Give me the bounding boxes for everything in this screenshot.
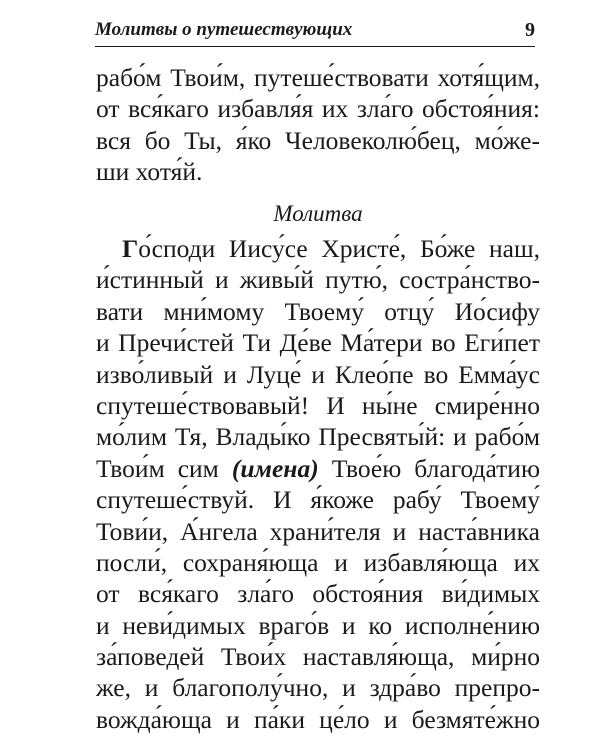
text-line: и Пречи́стей Ти Де́ве Ма́тери во Еги́пет <box>96 328 540 358</box>
names-line-post: Твое́ю благода́тию <box>318 453 540 483</box>
text-line: и́стинный и живы́й путю́, состра́нство- <box>96 265 540 295</box>
top-paragraph <box>96 62 540 188</box>
text-line: и неви́димых враго́в и ко исполне́нию <box>96 610 540 640</box>
prayer-body <box>96 233 540 735</box>
first-line <box>96 233 540 264</box>
first-line-text: о́споди Иису́се Христе́, Бо́же наш, <box>138 234 540 263</box>
text-line: мо́лим Тя, Влады́ко Пресвяты́й: и рабо́м <box>96 422 540 452</box>
text-line: рабо́м Твои́м, путеше́ствовати хотя́щим, <box>96 63 540 92</box>
names-line-pre: Твои́м сим <box>96 453 232 483</box>
text-line: за́поведей Твои́х наставля́юща, ми́рно <box>96 642 540 672</box>
prayer-heading: Молитва <box>273 201 363 226</box>
initial-letter: Г <box>122 234 139 263</box>
running-header <box>95 18 535 44</box>
text-line: вожда́юща и па́ки це́ло и безмяте́жно <box>96 704 540 734</box>
text-line: спутеше́ствуй. И я́коже рабу́ Твоему́ <box>96 485 540 515</box>
text-line: ши хотя́й. <box>96 157 203 187</box>
text-line: от вся́каго избавля́я их зла́го обстоя́ния: <box>96 94 540 124</box>
text-line: вати мни́мому Твоему́ отцу́ Ио́сифу <box>96 296 540 326</box>
text-line: посли́, сохраня́юща и избавля́юща их <box>96 547 540 577</box>
running-header-title: Молитвы о путешествующих <box>95 19 353 40</box>
names-line <box>96 453 540 484</box>
text-line: вся бо Ты, я́ко Человеколю́бец, мо́же- <box>96 125 540 155</box>
text-line: от вся́каго зла́го обстоя́ния ви́димых <box>96 579 540 609</box>
names-placeholder: (имена) <box>231 453 319 483</box>
text-line: же, и благополу́чно, и здра́во препро- <box>96 673 540 703</box>
text-line: Тови́и, А́нгела храни́теля и наста́вника <box>96 516 540 546</box>
header-divider <box>95 46 535 47</box>
page-number: 9 <box>525 19 535 41</box>
text-line: спутеше́ствовавый! И ны́не смире́нно <box>96 390 540 420</box>
text-line: изво́ливый и Луце́ и Клео́пе во Емма́ус <box>96 359 540 389</box>
